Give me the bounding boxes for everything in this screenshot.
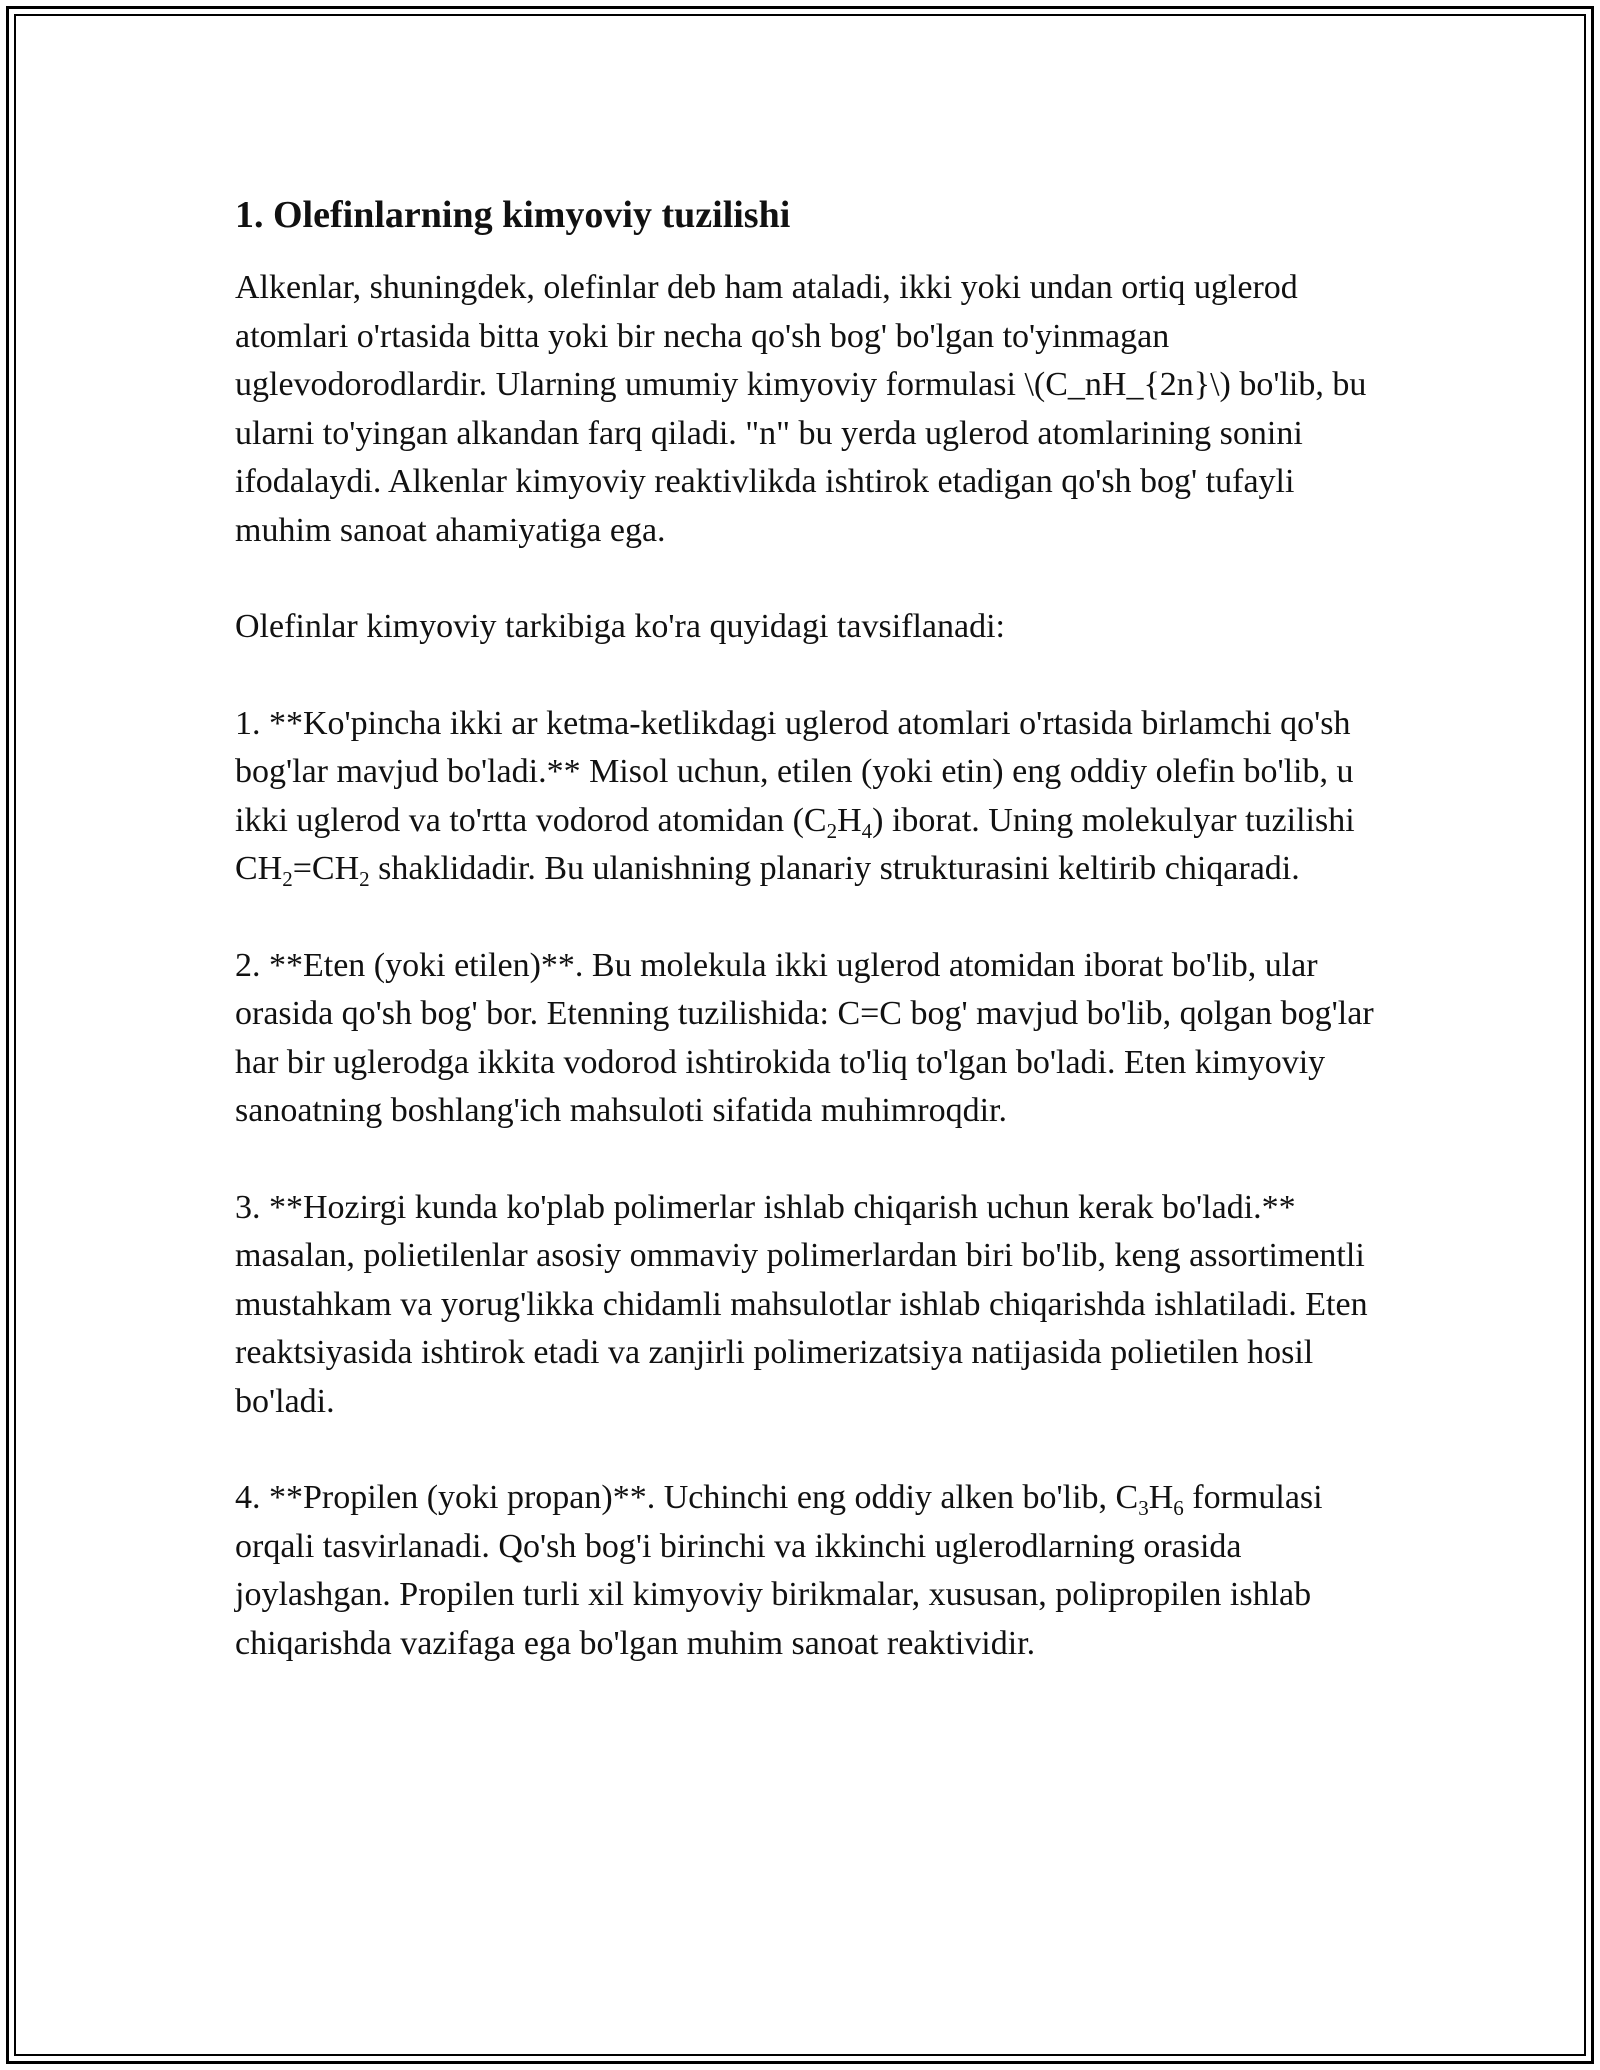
subscript: 2 [282,867,293,891]
text-run: 4. **Propilen (yoki propan)**. Uchinchi eng oddiy alken bo'lib, C [235,1479,1139,1516]
section-heading: 1. Olefinlarning kimyoviy tuzilishi [235,194,791,236]
list-item-1 [235,700,1375,894]
subscript: 4 [861,818,873,843]
lead-paragraph: Olefinlar kimyoviy tarkibiga ko'ra quyidagi tavsiflanadi: [235,608,1005,645]
text-run: =CH [292,850,360,887]
text-run: H [1148,1479,1174,1516]
list-item-4 [235,1474,1375,1668]
text-run: ) iborat. Uning molekulyar tuzilishi CH [235,801,1355,887]
document-body [235,188,1375,1716]
list-item-2: 2. **Eten (yoki etilen)**. Bu molekula ikki uglerod atomidan iborat bo'lib, ular orasida qo'sh bog' bor. Etenning tuzilishida: C=C bog' mavjud bo'lib, qolgan bog'lar har bir uglerodga ikkita vodorod ishtirokida to'liq to'lgan bo'ladi. Eten kimyoviy sanoatning boshlang'ich mahsuloti sifatida muhimroqdir. [235,946,1374,1129]
subscript: 3 [1138,1496,1149,1520]
text-run: H [837,801,862,839]
subscript: 2 [826,818,838,843]
subscript: 6 [1173,1496,1184,1520]
text-run: 1. **Ko'pincha ikki ar ketma-ketlikdagi uglerod atomlari o'rtasida birlamchi qo'sh bog'lar mavjud bo'ladi.** Misol uchun, etilen (yoki etin) eng oddiy olefin bo'lib, u ikki uglerod va to'rtta vodorod atomidan (C [235,704,1354,839]
text-run: formulasi orqali tasvirlanadi. Qo'sh bog'i birinchi va ikkinchi uglerodlarning orasida joylashgan. Propilen turli xil kimyoviy birikmalar, xususan, polipropilen ishlab chiqarishda vazifaga ega bo'lgan muhim sanoat reaktividir. [235,1479,1323,1662]
intro-paragraph: Alkenlar, shuningdek, olefinlar deb ham ataladi, ikki yoki undan ortiq uglerod atomlari o'rtasida bitta yoki bir necha qo'sh bog' bo'lgan to'yinmagan uglevodorodlardir. Ularning umumiy kimyoviy formulasi \(C_nH_{2n}\) bo'lib, bu ularni to'yingan alkandan farq qiladi. "n" bu yerda uglerod atomlarining sonini ifodalaydi. Alkenlar kimyoviy reaktivlikda ishtirok etadigan qo'sh bog' tufayli muhim sanoat ahamiyatiga ega. [235,269,1367,549]
text-run: shaklidadir. Bu ulanishning planariy strukturasini keltirib chiqaradi. [369,850,1300,887]
list-item-3: 3. **Hozirgi kunda ko'plab polimerlar ishlab chiqarish uchun kerak bo'ladi.** masalan, polietilenlar asosiy ommaviy polimerlardan biri bo'lib, keng assortimentli mustahkam va yorug'likka chidamli mahsulotlar ishlab chiqarishda ishlatiladi. Eten reaktsiyasida ishtirok etadi va zanjirli polimerizatsiya natijasida polietilen hosil bo'ladi. [235,1188,1368,1420]
subscript: 2 [359,867,370,891]
